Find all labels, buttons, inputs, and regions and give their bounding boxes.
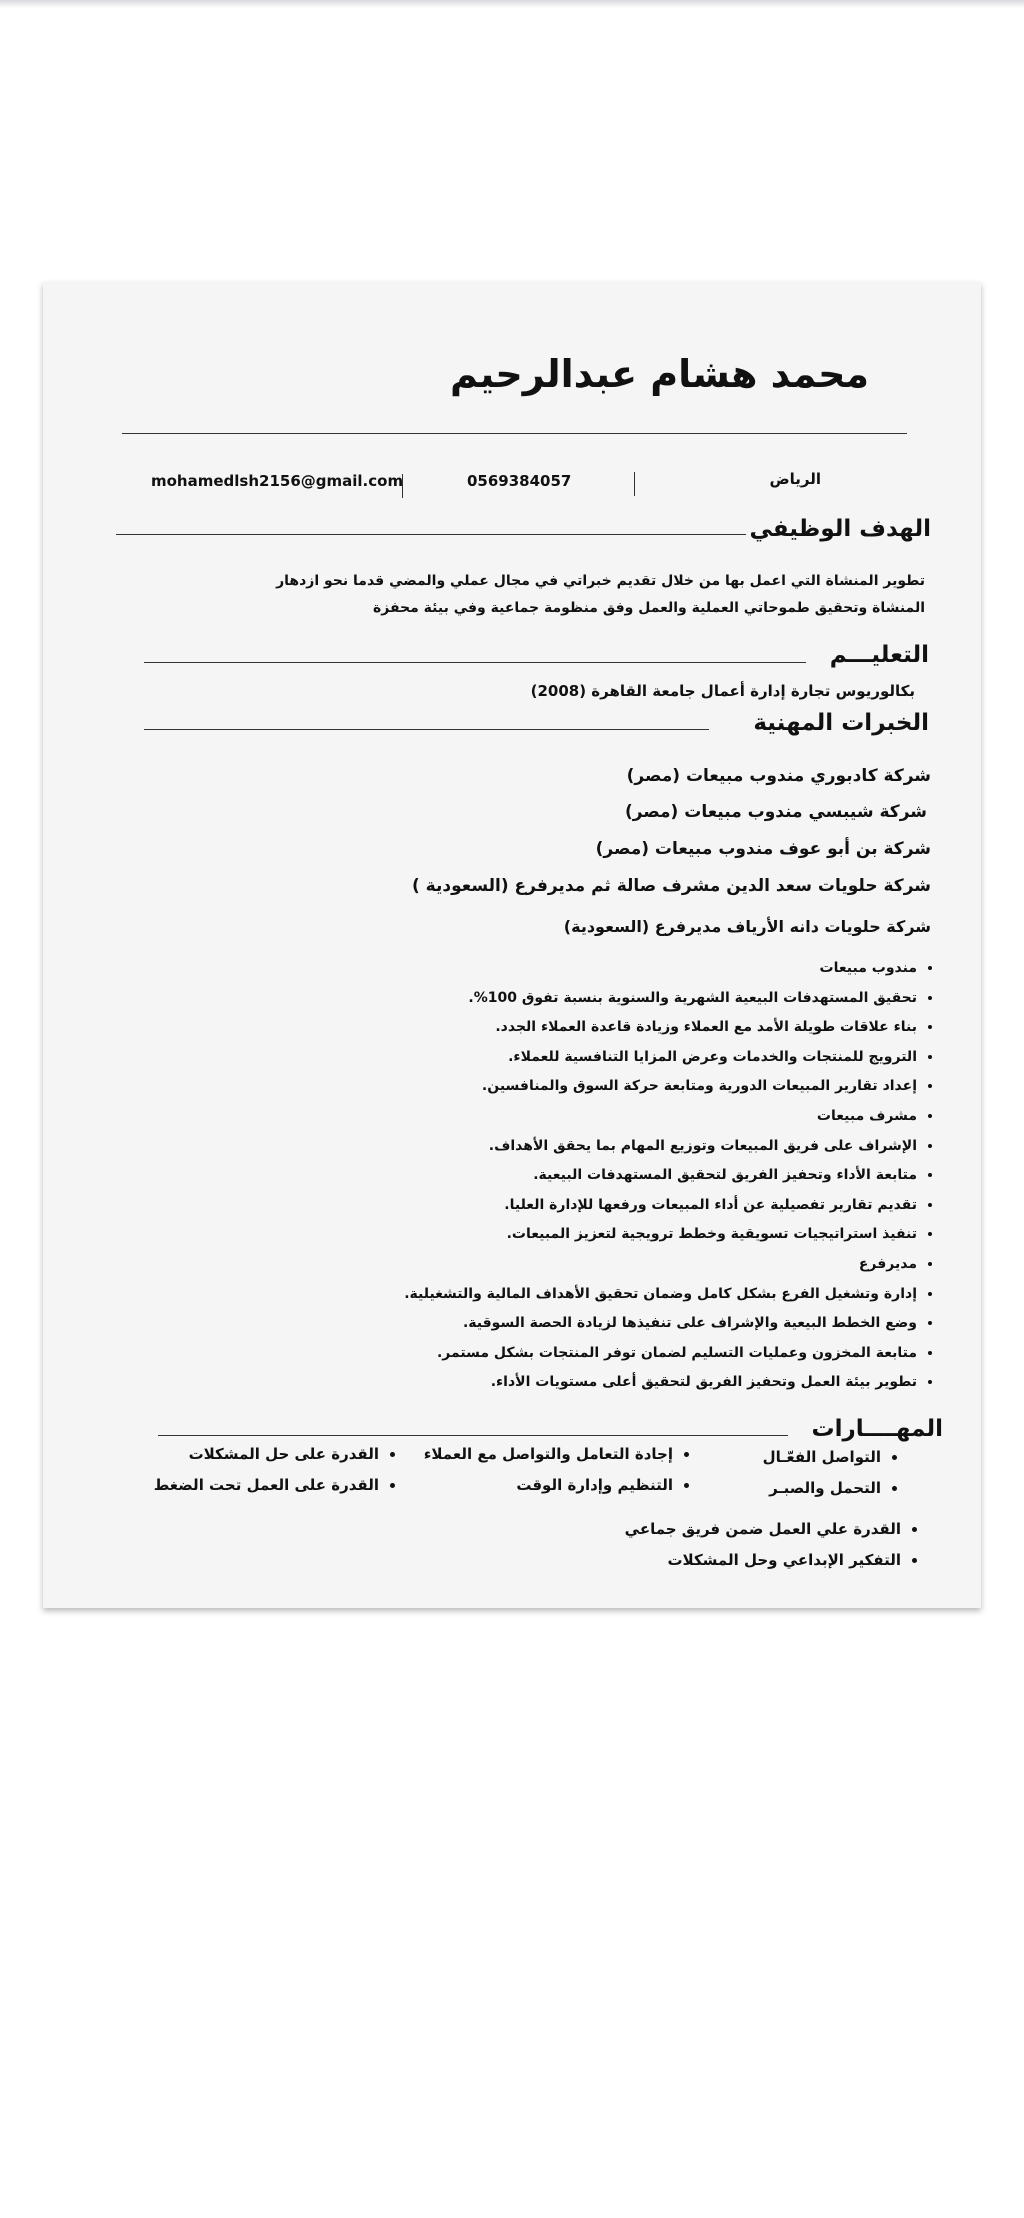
objective-text (225, 568, 925, 622)
duty-item: • إدارة وتشغيل الفرع بشكل كامل وضمان تحقيق الأهداف المالية والتشغيلية. (404, 1280, 917, 1310)
objective-line: المنشاة وتحقيق طموحاتي العملية والعمل وفق منظومة جماعية وفي بيئة محفزة (372, 600, 925, 616)
contact-city: الرياض (769, 470, 821, 488)
duty-item: • الترويج للمنتجات والخدمات وعرض المزايا التنافسية للعملاء. (404, 1043, 917, 1073)
contact-email: mohamedlsh2156@gmail.com (151, 472, 404, 490)
candidate-name: محمد هشام عبدالرحيم (450, 352, 869, 396)
duty-item: • تقديم تقارير تفصيلية عن أداء المبيعات ورفعها للإدارة العليا. (404, 1191, 917, 1221)
contact-phone: 0569384057 (467, 472, 572, 490)
experience-heading: الخبرات المهنية (753, 710, 929, 736)
skills-column-3 (154, 1439, 401, 1501)
education-heading: التعليـــم (829, 642, 929, 668)
skill-item: • إجادة التعامل والتواصل مع العملاء (424, 1439, 673, 1470)
skill-item: • التنظيم وإدارة الوقت (424, 1470, 673, 1501)
skills-rule (158, 1435, 788, 1436)
top-shadow-band (0, 0, 1024, 8)
education-rule (144, 662, 806, 663)
duty-item: • الإشراف على فريق المبيعات وتوزيع المهام بما يحقق الأهداف. (404, 1132, 917, 1162)
skill-item: • القدرة على حل المشكلات (154, 1439, 379, 1470)
duty-item: • إعداد تقارير المبيعات الدورية ومتابعة حركة السوق والمنافسين. (404, 1072, 917, 1102)
skill-item: • القدرة علي العمل ضمن فريق جماعي (625, 1514, 901, 1545)
objective-heading: الهدف الوظيفي (749, 516, 931, 542)
duty-item: • وضع الخطط البيعية والإشراف على تنفيذها لزيادة الحصة السوقية. (404, 1309, 917, 1339)
experience-company: شركة شيبسي مندوب مبيعات (مصر) (624, 802, 927, 822)
duty-item: • متابعة المخزون وعمليات التسليم لضمان توفر المنتجات بشكل مستمر. (404, 1339, 917, 1369)
skill-item: • القدرة على العمل تحت الضغط (154, 1470, 379, 1501)
duty-item: • تنفيذ استراتيجيات تسويقية وخطط ترويجية لتعزيز المبيعات. (404, 1220, 917, 1250)
experience-company: شركة كادبوري مندوب مبيعات (مصر) (626, 766, 931, 786)
skill-item: • التفكير الإبداعي وحل المشكلات (625, 1545, 901, 1576)
duty-item: • مشرف مبيعات (404, 1102, 917, 1132)
experience-company: شركة حلويات سعد الدين مشرف صالة ثم مديرفرع (السعودية ) (411, 876, 931, 896)
duty-item: • متابعة الأداء وتحفيز الفريق لتحقيق المستهدفات البيعية. (404, 1161, 917, 1191)
skills-column-2 (424, 1439, 695, 1501)
duty-item: • مندوب مبيعات (404, 954, 917, 984)
objective-rule (116, 534, 746, 535)
education-degree: بكالوريوس تجارة إدارة أعمال جامعة القاهرة (2008) (530, 682, 915, 700)
resume-page (43, 282, 981, 1608)
skill-item: • التحمل والصبـر (763, 1473, 881, 1504)
skills-heading: المهــــارات (811, 1416, 943, 1442)
objective-line: تطوير المنشاة التي اعمل بها من خلال تقديم خبراتي في مجال عملي والمضي قدما نحو ازدهار (276, 573, 925, 589)
duty-item: • مديرفرع (404, 1250, 917, 1280)
experience-company: شركة بن أبو عوف مندوب مبيعات (مصر) (595, 839, 931, 859)
duty-item: • تطوير بيئة العمل وتحفيز الفريق لتحقيق أعلى مستويات الأداء. (404, 1368, 917, 1398)
duty-item: • بناء علاقات طويلة الأمد مع العملاء وزيادة قاعدة العملاء الجدد. (404, 1013, 917, 1043)
name-underline (122, 433, 907, 434)
duty-item: • تحقيق المستهدفات البيعية الشهرية والسنوية بنسبة تفوق 100%. (404, 984, 917, 1014)
experience-rule (144, 729, 709, 730)
skills-extra (625, 1514, 923, 1576)
skills-column-1 (763, 1442, 903, 1504)
experience-company: شركة حلويات دانه الأرياف مديرفرع (السعودية) (563, 917, 931, 936)
duties-list (404, 954, 935, 1398)
contact-separator (634, 472, 635, 496)
skill-item: • التواصل الفعّـال (763, 1442, 881, 1473)
